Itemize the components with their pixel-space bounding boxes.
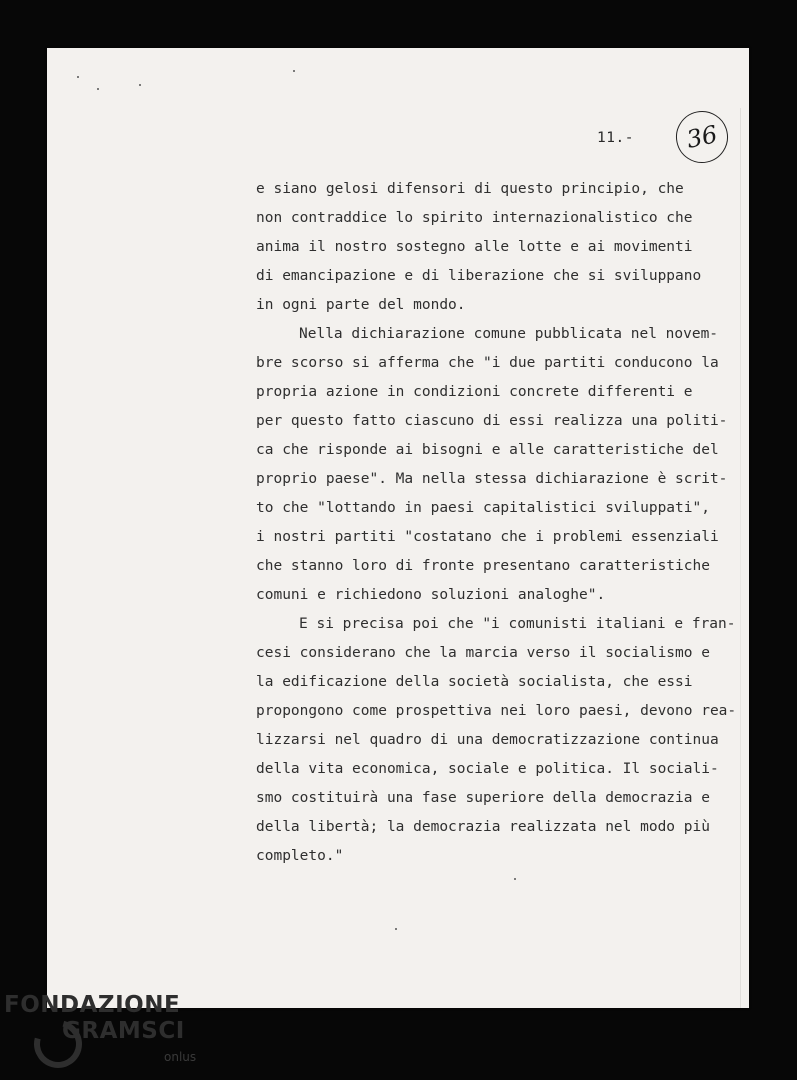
page-number: 11.- — [597, 130, 634, 146]
text-line: anima il nostro sostegno alle lotte e ai movimenti — [256, 239, 693, 255]
text-line: E si precisa poi che "i comunisti italiani e fran- — [299, 616, 736, 632]
document-page — [47, 48, 749, 1008]
text-line: di emancipazione e di liberazione che si sviluppano — [256, 268, 702, 284]
paper-speck — [395, 928, 397, 930]
text-line: proprio paese". Ma nella stessa dichiarazione è scrit- — [256, 471, 728, 487]
text-line: propongono come prospettiva nei loro paesi, devono rea- — [256, 703, 737, 719]
text-line: per questo fatto ciascuno di essi realizza una politi- — [256, 413, 728, 429]
paper-speck — [97, 88, 99, 90]
text-line: in ogni parte del mondo. — [256, 297, 466, 313]
text-line: Nella dichiarazione comune pubblicata nel novem- — [299, 326, 719, 342]
text-line: comuni e richiedono soluzioni analoghe". — [256, 587, 606, 603]
watermark-line-1: FONDAZIONE — [4, 992, 181, 1018]
text-line: la edificazione della società socialista, che essi — [256, 674, 693, 690]
text-line: smo costituirà una fase superiore della democrazia e — [256, 790, 710, 806]
text-line: e siano gelosi difensori di questo principio, che — [256, 181, 684, 197]
page-edge-shadow — [740, 108, 741, 1008]
folio-number-circled: 36 — [671, 106, 733, 168]
text-line: che stanno loro di fronte presentano caratteristiche — [256, 558, 710, 574]
text-line: lizzarsi nel quadro di una democratizzazione continua — [256, 732, 719, 748]
text-line: completo." — [256, 848, 344, 864]
text-line: ca che risponde ai bisogni e alle caratteristiche del — [256, 442, 719, 458]
body-text — [256, 175, 736, 871]
paper-speck — [293, 70, 295, 72]
paper-speck — [77, 76, 79, 78]
text-line: cesi considerano che la marcia verso il socialismo e — [256, 645, 710, 661]
watermark-line-3: onlus — [164, 1050, 197, 1064]
paper-speck — [514, 878, 516, 880]
text-line: non contraddice lo spirito internazionalistico che — [256, 210, 693, 226]
text-line: to che "lottando in paesi capitalistici sviluppati", — [256, 500, 710, 516]
paper-speck — [139, 84, 141, 86]
text-line: i nostri partiti "costatano che i problemi essenziali — [256, 529, 719, 545]
watermark-line-2: GRAMSCI — [62, 1018, 185, 1044]
text-line: bre scorso si afferma che "i due partiti conducono la — [256, 355, 719, 371]
text-line: della vita economica, sociale e politica. Il sociali- — [256, 761, 719, 777]
text-line: propria azione in condizioni concrete differenti e — [256, 384, 693, 400]
text-line: della libertà; la democrazia realizzata nel modo più — [256, 819, 710, 835]
fondazione-gramsci-watermark — [4, 992, 204, 1072]
